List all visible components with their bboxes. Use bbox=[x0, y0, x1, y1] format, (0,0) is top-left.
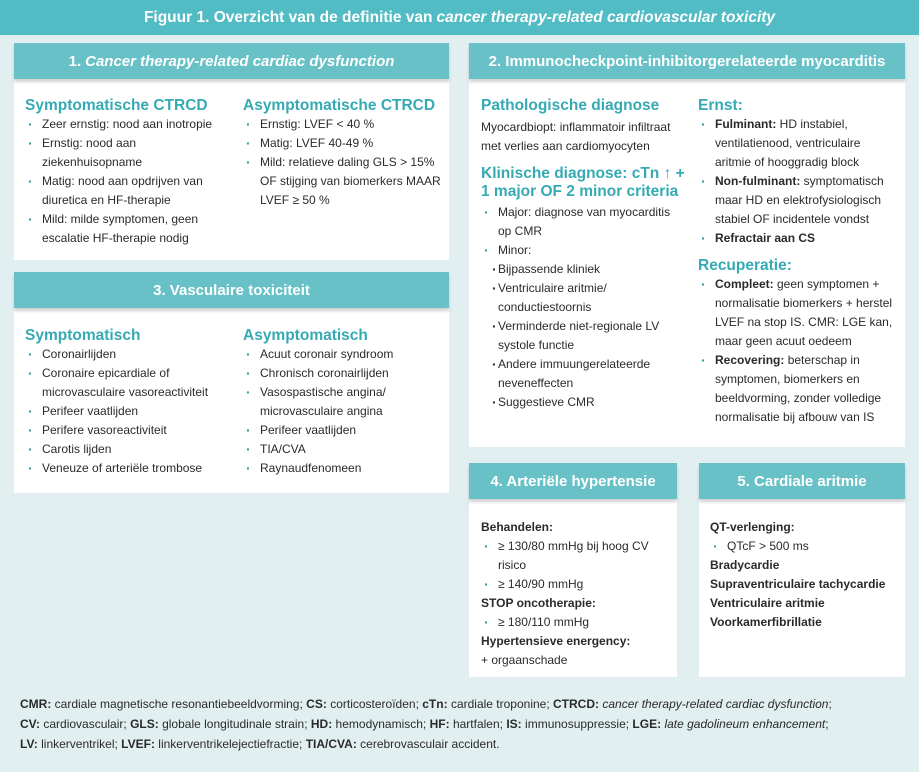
qt-list bbox=[710, 537, 902, 556]
abbr-term: CV: bbox=[20, 717, 41, 731]
heading-hypertension: 4. Arteriële hypertensie bbox=[469, 463, 677, 499]
list-item: · Perifere vasoreactiviteit bbox=[25, 421, 225, 440]
list-item: · Suggestieve CMR bbox=[481, 393, 686, 412]
abbr-def: hemodynamisch; bbox=[335, 717, 427, 731]
clinical-title: Klinische diagnose: cTn ↑ + 1 major OF 2 minor criteria bbox=[481, 165, 685, 200]
item-text: beterschap in symptomen, biomerkers en beeldvorming, zonder volledige normalisatie bij afbouw van IS bbox=[715, 353, 882, 424]
abbr-term: HD: bbox=[310, 717, 333, 731]
abbr-def: cerebrovasculair accident. bbox=[360, 737, 500, 751]
item-label: Recovering: bbox=[715, 353, 785, 367]
item-label: Refractair aan CS bbox=[715, 231, 816, 245]
treat-label: Behandelen: bbox=[481, 520, 554, 534]
minor-criteria-list bbox=[481, 260, 686, 412]
list-item: · Ventriculaire aritmie/ conductiestoornis bbox=[481, 279, 686, 317]
list-item: · Ernstig: LVEF < 40 % bbox=[243, 115, 443, 134]
abbr-italic: late gadolineum enhancement bbox=[664, 717, 826, 731]
heading-ctrcd bbox=[14, 43, 449, 79]
abbr-term: CTRCD: bbox=[553, 697, 600, 711]
item-label: Non-fulminant: bbox=[715, 174, 801, 188]
list-item: · Perifeer vaatlijden bbox=[243, 421, 443, 440]
myocarditis-severity bbox=[698, 96, 898, 427]
heading-myocarditis: 2. Immunocheckpoint-inhibitorgerelateerde myocarditis bbox=[469, 43, 905, 79]
abbr-term: CMR: bbox=[20, 697, 52, 711]
abbr-term: HF: bbox=[429, 717, 450, 731]
arrhythmia-list bbox=[710, 556, 902, 632]
abbr-italic: cancer therapy-related cardiac dysfunction bbox=[602, 697, 829, 711]
arrhythmia-item: Ventriculaire aritmie bbox=[710, 596, 825, 610]
abbr-term: LGE: bbox=[632, 717, 662, 731]
ctrcd-symptomatic-list bbox=[25, 115, 225, 248]
minor-criterion: · Minor: bbox=[481, 241, 686, 260]
list-item: · Raynaudfenomeen bbox=[243, 459, 443, 478]
stop-label: STOP oncotherapie: bbox=[481, 596, 596, 610]
item-text: geen symptomen + normalisatie biomerkers + herstel LVEF na stop IS. CMR: LGE kan, maar geen acuut oedeem bbox=[715, 277, 893, 348]
ctrcd-symptomatic bbox=[25, 96, 225, 248]
abbr-def: globale longitudinale strain; bbox=[162, 717, 308, 731]
vascular-asymptomatic bbox=[243, 326, 443, 478]
abbr-term: GLS: bbox=[130, 717, 159, 731]
vascular-asymptomatic-title: Asymptomatisch bbox=[243, 327, 368, 344]
heading-vascular: 3. Vasculaire toxiciteit bbox=[14, 272, 449, 308]
list-item: · Carotis lijden bbox=[25, 440, 225, 459]
recovery-title: Recuperatie: bbox=[698, 257, 792, 274]
list-item bbox=[698, 275, 898, 351]
clinical-criteria bbox=[481, 203, 686, 260]
treat-list bbox=[481, 537, 673, 594]
list-item: · Coronaire epicardiale of microvasculaire vasoreactiviteit bbox=[25, 364, 225, 402]
list-item: · ≥ 180/110 mmHg bbox=[481, 613, 673, 632]
list-item: · Bijpassende kliniek bbox=[481, 260, 686, 279]
footer-line-2 bbox=[20, 714, 910, 734]
list-item: · Vasospastische angina/ microvasculaire angina bbox=[243, 383, 443, 421]
list-item: · Matig: nood aan opdrijven van diuretica en HF-therapie bbox=[25, 172, 225, 210]
vascular-asymptomatic-list bbox=[243, 345, 443, 478]
item-text: symptomatisch maar HD en elektrofysiologisch stabiel OF incidentele vondst bbox=[715, 174, 884, 226]
emergency-text: + orgaanschade bbox=[481, 653, 568, 667]
stop-list bbox=[481, 613, 673, 632]
myocarditis-diagnosis bbox=[481, 96, 686, 412]
list-item bbox=[698, 229, 898, 248]
list-item: · Mild: milde symptomen, geen escalatie HF-therapie nodig bbox=[25, 210, 225, 248]
abbreviations-footer bbox=[20, 694, 910, 754]
abbr-term: IS: bbox=[506, 717, 522, 731]
hypertension-content bbox=[481, 518, 673, 670]
heading-ctrcd-text: Cancer therapy-related cardiac dysfunction bbox=[85, 52, 395, 70]
abbr-def: corticosteroïden; bbox=[330, 697, 419, 711]
list-item: · Matig: LVEF 40-49 % bbox=[243, 134, 443, 153]
abbr-term: cTn: bbox=[422, 697, 448, 711]
patho-title: Pathologische diagnose bbox=[481, 97, 660, 114]
abbr-def: linkerventrikelejectiefractie; bbox=[158, 737, 303, 751]
title-italic: cancer therapy-related cardiovascular toxicity bbox=[436, 8, 776, 26]
abbr-term: TIA/CVA: bbox=[305, 737, 357, 751]
list-item: · TIA/CVA bbox=[243, 440, 443, 459]
list-item: · Coronairlijden bbox=[25, 345, 225, 364]
footer-line-3 bbox=[20, 734, 910, 754]
list-item bbox=[698, 351, 898, 427]
ctrcd-asymptomatic-title: Asymptomatische CTRCD bbox=[243, 97, 436, 114]
arrhythmia-item: Bradycardie bbox=[710, 558, 780, 572]
arrhythmia-content bbox=[710, 518, 902, 632]
qt-label: QT-verlenging: bbox=[710, 520, 795, 534]
list-item bbox=[698, 172, 898, 229]
title-prefix: Figuur 1. Overzicht van de definitie van bbox=[143, 8, 433, 26]
list-item: · ≥ 130/80 mmHg bij hoog CV risico bbox=[481, 537, 673, 575]
ctrcd-asymptomatic bbox=[243, 96, 443, 210]
list-item bbox=[698, 115, 898, 172]
major-criterion: · Major: diagnose van myocarditis op CMR bbox=[481, 203, 686, 241]
abbr-def: hartfalen; bbox=[452, 717, 503, 731]
list-item: · QTcF > 500 ms bbox=[710, 537, 902, 556]
abbr-def: immunosuppressie; bbox=[525, 717, 630, 731]
abbr-def: ; bbox=[828, 697, 832, 711]
abbr-term: LV: bbox=[20, 737, 38, 751]
list-item: · Veneuze of arteriële trombose bbox=[25, 459, 225, 478]
figure-title bbox=[0, 0, 919, 35]
arrhythmia-item: Voorkamerfibrillatie bbox=[710, 615, 822, 629]
item-label: Fulminant: bbox=[715, 117, 777, 131]
vascular-symptomatic-list bbox=[25, 345, 225, 478]
heading-arrhythmia: 5. Cardiale aritmie bbox=[699, 463, 905, 499]
list-item: · Andere immuungerelateerde neveneffecten bbox=[481, 355, 686, 393]
abbr-term: LVEF: bbox=[121, 737, 155, 751]
list-item: · Zeer ernstig: nood aan inotropie bbox=[25, 115, 225, 134]
severity-title: Ernst: bbox=[698, 97, 743, 114]
vascular-symptomatic bbox=[25, 326, 225, 478]
list-item: · Chronisch coronairlijden bbox=[243, 364, 443, 383]
emergency-label: Hypertensieve energency: bbox=[481, 634, 631, 648]
abbr-def: cardiovasculair; bbox=[43, 717, 127, 731]
abbr-def: ; bbox=[825, 717, 829, 731]
vascular-symptomatic-title: Symptomatisch bbox=[25, 327, 141, 344]
ctrcd-asymptomatic-list bbox=[243, 115, 443, 210]
severity-list bbox=[698, 115, 898, 248]
patho-text: Myocardbiopt: inflammatoir infiltraat met verlies aan cardiomyocyten bbox=[481, 120, 671, 153]
item-text: HD instabiel, ventilatienood, ventriculaire aritmie of hooggradig block bbox=[715, 117, 861, 169]
list-item: · Mild: relatieve daling GLS > 15% OF stijging van biomerkers MAAR LVEF ≥ 50 % bbox=[243, 153, 443, 210]
heading-ctrcd-num: 1. bbox=[68, 52, 82, 70]
footer-line-1 bbox=[20, 694, 910, 714]
recovery-list bbox=[698, 275, 898, 427]
item-label: Compleet: bbox=[715, 277, 774, 291]
list-item: · Acuut coronair syndroom bbox=[243, 345, 443, 364]
abbr-term: CS: bbox=[306, 697, 327, 711]
list-item: · Perifeer vaatlijden bbox=[25, 402, 225, 421]
abbr-def: cardiale magnetische resonantiebeeldvorming; bbox=[54, 697, 303, 711]
list-item: · Ernstig: nood aan ziekenhuisopname bbox=[25, 134, 225, 172]
ctrcd-symptomatic-title: Symptomatische CTRCD bbox=[25, 97, 208, 114]
list-item: · Verminderde niet-regionale LV systole functie bbox=[481, 317, 686, 355]
list-item: · ≥ 140/90 mmHg bbox=[481, 575, 673, 594]
abbr-def: cardiale troponine; bbox=[450, 697, 550, 711]
abbr-def: linkerventrikel; bbox=[41, 737, 118, 751]
arrhythmia-item: Supraventriculaire tachycardie bbox=[710, 577, 886, 591]
